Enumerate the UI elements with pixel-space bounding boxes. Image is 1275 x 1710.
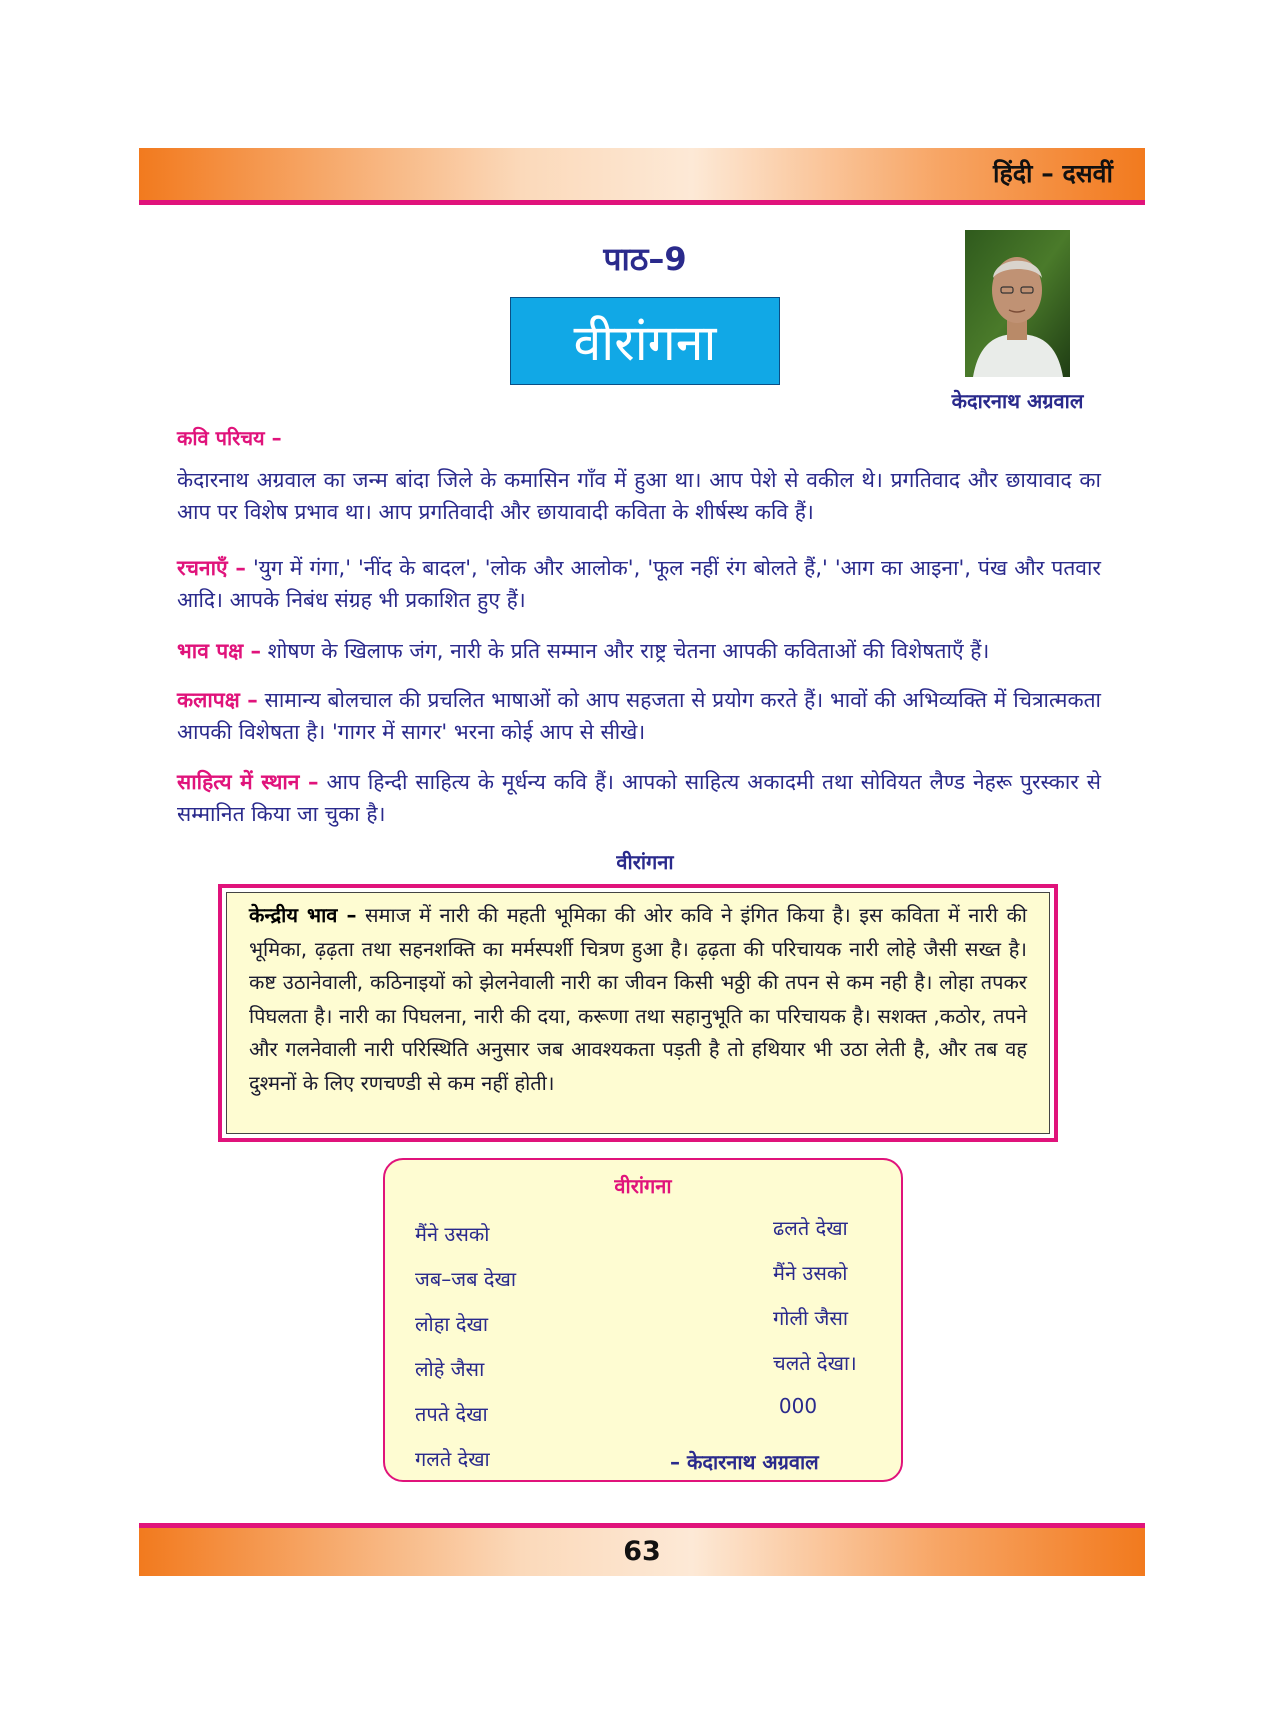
poem-line: चलते देखा। <box>773 1351 857 1375</box>
place-text: आप हिन्दी साहित्य के मूर्धन्य कवि हैं। आपको साहित्य अकादमी तथा सोवियत लैण्ड नेहरू पुरस्कार से सम्मानित किया जा चुका है। <box>177 770 1102 826</box>
poem-line: ढलते देखा <box>773 1216 848 1240</box>
art-text: सामान्य बोलचाल की प्रचलित भाषाओं को आप सहजता से प्रयोग करते हैं। भावों की अभिव्यक्ति में चित्रात्मकता आपकी विशेषता है। 'गागर में सागर' भरना कोई आप से सीखे। <box>177 688 1101 744</box>
poet-photo <box>965 230 1070 377</box>
works-label: रचनाएँ – <box>177 556 246 580</box>
poem-end-marker: 000 <box>778 1394 818 1418</box>
art-label: कलापक्ष – <box>177 688 258 712</box>
poem-line: जब–जब देखा <box>415 1267 517 1291</box>
poem-line: तपते देखा <box>415 1402 488 1426</box>
page-number: 63 <box>623 1536 661 1567</box>
central-idea-inner <box>226 892 1050 1134</box>
emotion-text: शोषण के खिलाफ जंग, नारी के प्रति सम्मान और राष्ट्र चेतना आपकी कविताओं की विशेषताएँ हैं। <box>261 639 990 663</box>
lesson-number: पाठ–9 <box>603 240 687 278</box>
poem-line: मैंने उसको <box>415 1222 490 1246</box>
central-idea-text: समाज में नारी की महती भूमिका की ओर कवि ने इंगित किया है। इस कविता में नारी की भूमिका, ढ़ढ़ता तथा सहनशक्ति का मर्मस्पर्शी चित्रण हुआ है। ढ़ढ़ता की परिचायक नारी लोहे जैसी सख्त है। कष्ट उठानेवाली, कठिनाइयों को झेलनेवाली नारी का जीवन किसी भठ्ठी की तपन से कम नही है। लोहा तपकर पिघलता है। नारी का पिघलना, नारी की दया, करूणा तथा सहानुभूति का परिचायक है। सशक्त ,कठोर, तपने और गलनेवाली नारी परिस्थिति अनुसार जब आवश्यकता पड़ती है तो हथियार भी उठा लेती है, और तब वह दुश्मनों के लिए रणचण्डी से कम नहीं होती। <box>249 903 1027 1095</box>
poet-name-caption: केदारनाथ अग्रवाल <box>951 389 1084 413</box>
intro-heading: कवि परिचय – <box>177 426 282 450</box>
poem-left-column <box>415 1220 516 1490</box>
header-subject: हिंदी – दसवीं <box>993 159 1113 188</box>
poem-line: मैंने उसको <box>773 1261 848 1285</box>
poem-title: वीरांगना <box>614 1174 672 1198</box>
poem-line: लोहा देखा <box>415 1312 489 1336</box>
central-idea-label: केन्द्रीय भाव – <box>249 903 357 927</box>
place-paragraph <box>177 766 1101 830</box>
place-label: साहित्य में स्थान – <box>177 770 319 794</box>
art-paragraph <box>177 684 1101 748</box>
header-band <box>139 148 1145 205</box>
poem-line: गोली जैसा <box>773 1306 849 1330</box>
poem-author: – केदारनाथ अग्रवाल <box>670 1450 819 1474</box>
poem-box <box>383 1158 903 1482</box>
emotion-label: भाव पक्ष – <box>177 639 261 663</box>
poem-line: गलते देखा <box>415 1447 490 1471</box>
footer-band <box>139 1523 1145 1576</box>
poem-line: लोहे जैसा <box>415 1357 485 1381</box>
poem-right-column <box>773 1214 857 1439</box>
central-idea-box <box>218 884 1058 1142</box>
works-paragraph <box>177 552 1101 616</box>
intro-paragraph: केदारनाथ अग्रवाल का जन्म बांदा जिले के कमासिन गाँव में हुआ था। आप पेशे से वकील थे। प्रगतिवाद और छायावाद का आप पर विशेष प्रभाव था। आप प्रगतिवादी और छायावादी कविता के शीर्षस्थ कवि हैं। <box>177 468 1101 524</box>
lesson-title: वीरांगना <box>510 297 780 385</box>
poem-section-heading: वीरांगना <box>616 850 674 874</box>
central-idea-paragraph <box>249 899 1027 1100</box>
emotion-paragraph <box>177 635 1101 667</box>
works-text: 'युग में गंगा,' 'नींद के बादल', 'लोक और आलोक', 'फूल नहीं रंग बोलते हैं,' 'आग का आइना', पंख और पतवार आदि। आपके निबंध संग्रह भी प्रकाशित हुए हैं। <box>177 556 1101 612</box>
